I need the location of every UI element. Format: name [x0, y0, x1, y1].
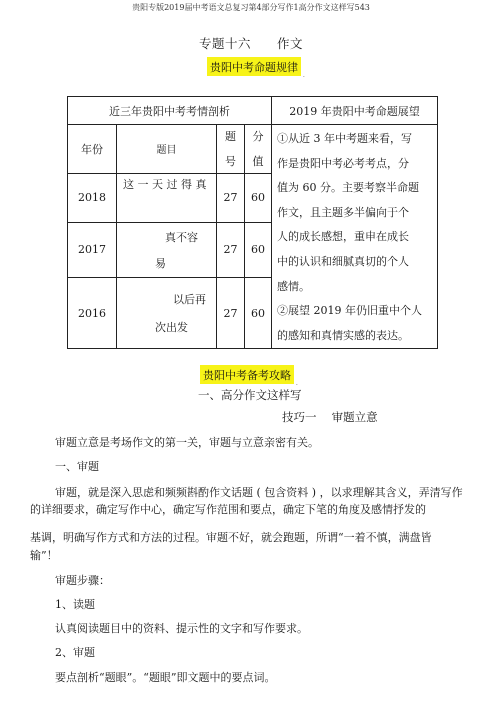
- paragraph: 审题立意是考场作文的第一关，审题与立意亲密有关。: [55, 436, 319, 449]
- document-header: 贵阳专版2019届中考语文总复习第4部分写作1高分作文这样写543: [132, 3, 370, 12]
- badge-dots: ·: [295, 381, 298, 389]
- paragraph: 基调，明确写作方式和方法的过程。审题不好，就会跑题，所谓“一着不慎，满盘皆: [30, 531, 432, 544]
- outlook-line: 感情。: [277, 279, 310, 293]
- exam-outlook-cell: [272, 125, 438, 349]
- row-qnum: 27: [217, 278, 245, 349]
- outlook-line: 作文，且主题多半偏向于个: [277, 205, 409, 219]
- paragraph: 的详细要求，确定写作中心，确定写作范围和要点，确定下笔的角度及感情抒发的: [30, 503, 426, 516]
- badge-prep-strategy-label: 贵阳中考备考攻略: [200, 365, 294, 384]
- sub-title: 技巧一 审题立意: [282, 410, 378, 424]
- col-score-line: 值: [252, 154, 264, 168]
- col-score-line: 分: [252, 129, 264, 143]
- paragraph-heading: 一、审题: [55, 460, 99, 473]
- outlook-line: ①从近 3 年中考题来看，写: [277, 132, 412, 145]
- col-year-header: 年份: [68, 125, 117, 174]
- outlook-line: 值为 60 分。主要考察半命题: [277, 181, 419, 195]
- paragraph: 审题，就是深入思虑和频频斟酌作文话题 ( 包含资料 ) ，以求理解其含义，弄清写作: [55, 486, 463, 499]
- row-topic: [117, 278, 217, 349]
- row-score: 60: [245, 278, 272, 349]
- row-topic: [117, 222, 217, 278]
- outlook-line: 作是贵阳中考必考考点，分: [277, 156, 409, 170]
- row-qnum: 27: [217, 173, 245, 222]
- table-left-header: 近三年贵阳中考考情剖析: [68, 97, 272, 125]
- row-topic-line: 易: [155, 256, 166, 270]
- chapter-title: 专题十六 作文: [198, 36, 303, 51]
- outlook-line: ②展望 2019 年仍旧重中个人: [277, 304, 422, 318]
- exam-analysis-table: [67, 96, 438, 349]
- paragraph-heading: 1、读题: [55, 598, 95, 611]
- paragraph: 要点剖析“题眼”。“题眼”即文题中的要点词。: [55, 671, 276, 684]
- row-topic: [117, 173, 217, 222]
- outlook-line: 中的认识和细腻真切的个人: [277, 254, 409, 268]
- paragraph: 输”！: [30, 549, 58, 562]
- outlook-line: 人的成长感想，重申在成长: [277, 230, 409, 244]
- row-year: 2018: [68, 173, 117, 222]
- col-score-header: [245, 125, 272, 174]
- paragraph: 认真阅读题目中的资料、提示性的文字和写作要求。: [55, 622, 308, 635]
- col-qnum-header: [217, 125, 245, 174]
- col-qnum-line: 号: [225, 154, 236, 168]
- col-topic-header: 题目: [117, 125, 217, 174]
- paragraph-heading: 2、审题: [55, 646, 95, 659]
- section-title: 一、高分作文这样写: [198, 388, 302, 402]
- paragraph: 审题步骤：: [55, 574, 110, 587]
- table-right-header: 2019 年贵阳中考命题展望: [272, 97, 438, 125]
- col-qnum-line: 题: [225, 129, 236, 143]
- outlook-line: 的感知和真情实感的表达。: [277, 328, 409, 342]
- badge-prep-strategy: [200, 364, 298, 389]
- row-qnum: 27: [217, 222, 245, 278]
- row-score: 60: [245, 222, 272, 278]
- row-score: 60: [245, 173, 272, 222]
- row-topic-line: 真不容: [165, 230, 198, 244]
- badge-exam-pattern: [207, 56, 305, 81]
- row-topic-line: 次出发: [155, 321, 188, 335]
- badge-dots: ·: [302, 73, 305, 81]
- row-year: 2016: [68, 278, 117, 349]
- row-topic-line: 这 一 天 过 得 真: [123, 177, 207, 191]
- row-topic-line: 以后再: [173, 293, 206, 307]
- badge-exam-pattern-label: 贵阳中考命题规律: [207, 57, 301, 76]
- row-year: 2017: [68, 222, 117, 278]
